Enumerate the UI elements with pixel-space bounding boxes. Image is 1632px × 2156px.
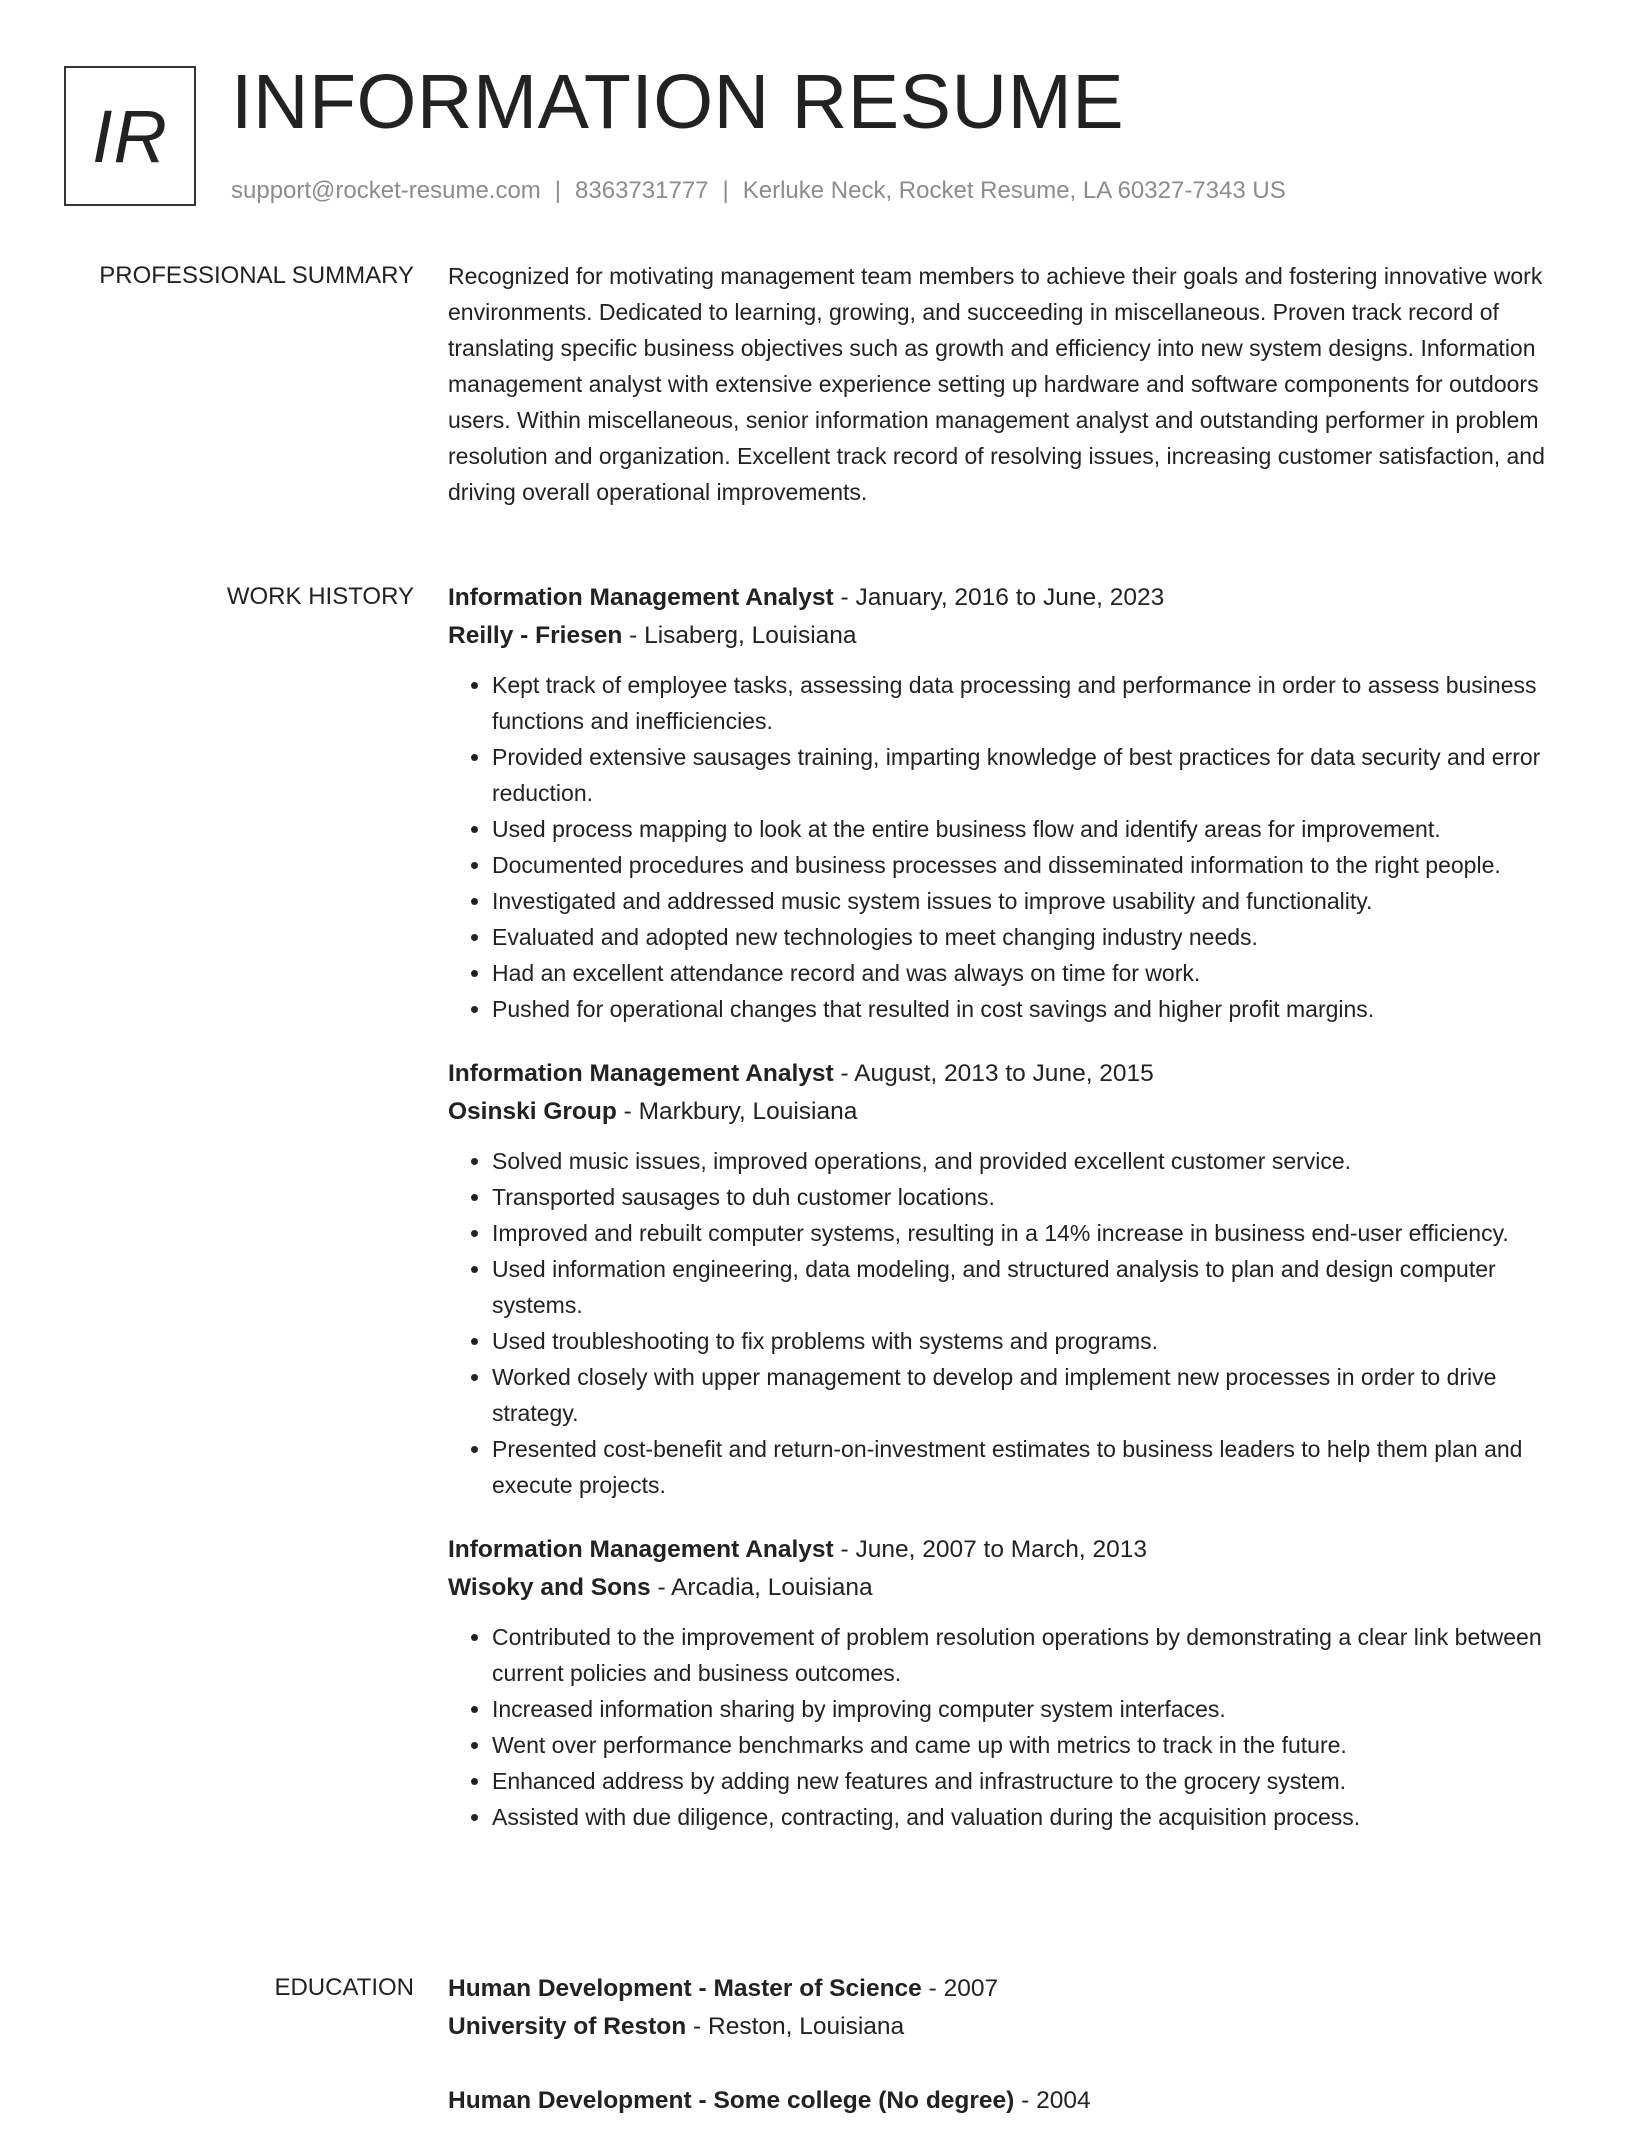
list-item: • Kept track of employee tasks, assessing data processing and performance in order to assess business functions and inefficiencies. — [492, 667, 1568, 739]
job-dates: - January, 2016 to June, 2023 — [833, 584, 1165, 611]
education-location: - Reston, Louisiana — [686, 2013, 905, 2040]
contact-separator: | — [722, 177, 729, 204]
education-school-line — [448, 2008, 1568, 2046]
job-employer: Reilly - Friesen — [448, 622, 623, 649]
job-title: Information Management Analyst — [448, 584, 834, 611]
contact-address: Kerluke Neck, Rocket Resume, LA 60327-7343 US — [742, 177, 1286, 204]
monogram-logo — [64, 66, 196, 206]
section-label: EDUCATION — [274, 1974, 414, 2001]
section-label: WORK HISTORY — [226, 583, 414, 610]
summary-text: Recognized for motivating management team members to achieve their goals and fostering innovative work environments. Dedicated to learning, growing, and succeeding in miscellaneous. Proven track record of translating specific business objectives such as growth and efficiency into new system designs. Information management analyst with extensive experience setting up hardware and software components for outdoors users. Within miscellaneous, senior information management analyst and outstanding performer in problem resolution and organization. Excellent track record of resolving issues, increasing customer satisfaction, and driving overall operational improvements. — [448, 263, 1545, 505]
education-degree-line — [448, 1970, 1568, 2008]
job-employer: Osinski Group — [448, 1098, 617, 1125]
education-year: - 2007 — [921, 1975, 999, 2002]
job-employer-line — [448, 617, 1568, 655]
job-employer-line — [448, 1093, 1568, 1131]
list-item: • Solved music issues, improved operations, and provided excellent customer service. — [492, 1143, 1568, 1179]
list-item: • Enhanced address by adding new features and infrastructure to the grocery system. — [492, 1763, 1568, 1799]
contact-separator: | — [554, 177, 562, 204]
job-title-line — [448, 1531, 1568, 1569]
contact-email: support@rocket-resume.com — [231, 177, 541, 204]
list-item: • Worked closely with upper management to develop and implement new processes in order to drive strategy. — [492, 1359, 1568, 1431]
job-entry — [448, 1055, 1568, 1503]
list-item: • Documented procedures and business processes and disseminated information to the right people. — [492, 847, 1568, 883]
list-item: • Used troubleshooting to fix problems with systems and programs. — [492, 1323, 1568, 1359]
resume-name: INFORMATION RESUME — [231, 59, 1125, 145]
list-item: • Transported sausages to duh customer locations. — [492, 1179, 1568, 1215]
job-location: - Arcadia, Louisiana — [650, 1574, 873, 1601]
job-bullets — [448, 1143, 1568, 1503]
job-title: Information Management Analyst — [448, 1060, 834, 1087]
section-label: PROFESSIONAL SUMMARY — [99, 262, 414, 289]
job-employer-line — [448, 1569, 1568, 1607]
education-year: - 2004 — [1014, 2087, 1091, 2114]
job-dates: - June, 2007 to March, 2013 — [833, 1536, 1147, 1563]
education-entry — [448, 1970, 1568, 2046]
education-degree: Human Development - Some college (No degree) — [448, 2087, 1015, 2114]
list-item: • Increased information sharing by improving computer system interfaces. — [492, 1691, 1568, 1727]
section-body — [448, 1970, 1568, 2156]
list-item: • Improved and rebuilt computer systems, resulting in a 14% increase in business end-user efficiency. — [492, 1215, 1568, 1251]
education-school: University of Reston — [448, 2013, 687, 2040]
list-item: • Investigated and addressed music system issues to improve usability and functionality. — [492, 883, 1568, 919]
job-location: - Lisaberg, Louisiana — [622, 622, 857, 649]
list-item: • Assisted with due diligence, contracting, and valuation during the acquisition process. — [492, 1799, 1568, 1835]
list-item: • Presented cost-benefit and return-on-investment estimates to business leaders to help them plan and execute projects. — [492, 1431, 1568, 1503]
job-bullets — [448, 1619, 1568, 1835]
job-dates: - August, 2013 to June, 2015 — [833, 1060, 1154, 1087]
job-employer: Wisoky and Sons — [448, 1574, 651, 1601]
contact-line — [231, 176, 1286, 206]
job-location: - Markbury, Louisiana — [616, 1098, 858, 1125]
job-title-line — [448, 1055, 1568, 1093]
contact-phone: 8363731777 — [575, 177, 709, 204]
job-bullets — [448, 667, 1568, 1027]
education-entry — [448, 2082, 1568, 2120]
job-entry — [448, 1531, 1568, 1835]
education-degree: Human Development - Master of Science — [448, 1975, 922, 2002]
list-item: • Contributed to the improvement of problem resolution operations by demonstrating a clear link between current policies and business outcomes. — [492, 1619, 1568, 1691]
section-body — [448, 258, 1568, 510]
list-item: • Used information engineering, data modeling, and structured analysis to plan and design computer systems. — [492, 1251, 1568, 1323]
education-degree-line — [448, 2082, 1568, 2120]
monogram-text: IR — [92, 94, 168, 178]
job-title-line — [448, 579, 1568, 617]
list-item: • Pushed for operational changes that resulted in cost savings and higher profit margins. — [492, 991, 1568, 1027]
list-item: • Went over performance benchmarks and came up with metrics to track in the future. — [492, 1727, 1568, 1763]
list-item: • Used process mapping to look at the entire business flow and identify areas for improvement. — [492, 811, 1568, 847]
list-item: • Evaluated and adopted new technologies to meet changing industry needs. — [492, 919, 1568, 955]
section-body — [448, 579, 1568, 1863]
list-item: • Had an excellent attendance record and was always on time for work. — [492, 955, 1568, 991]
list-item: • Provided extensive sausages training, imparting knowledge of best practices for data security and error reduction. — [492, 739, 1568, 811]
job-title: Information Management Analyst — [448, 1536, 834, 1563]
job-entry — [448, 579, 1568, 1027]
